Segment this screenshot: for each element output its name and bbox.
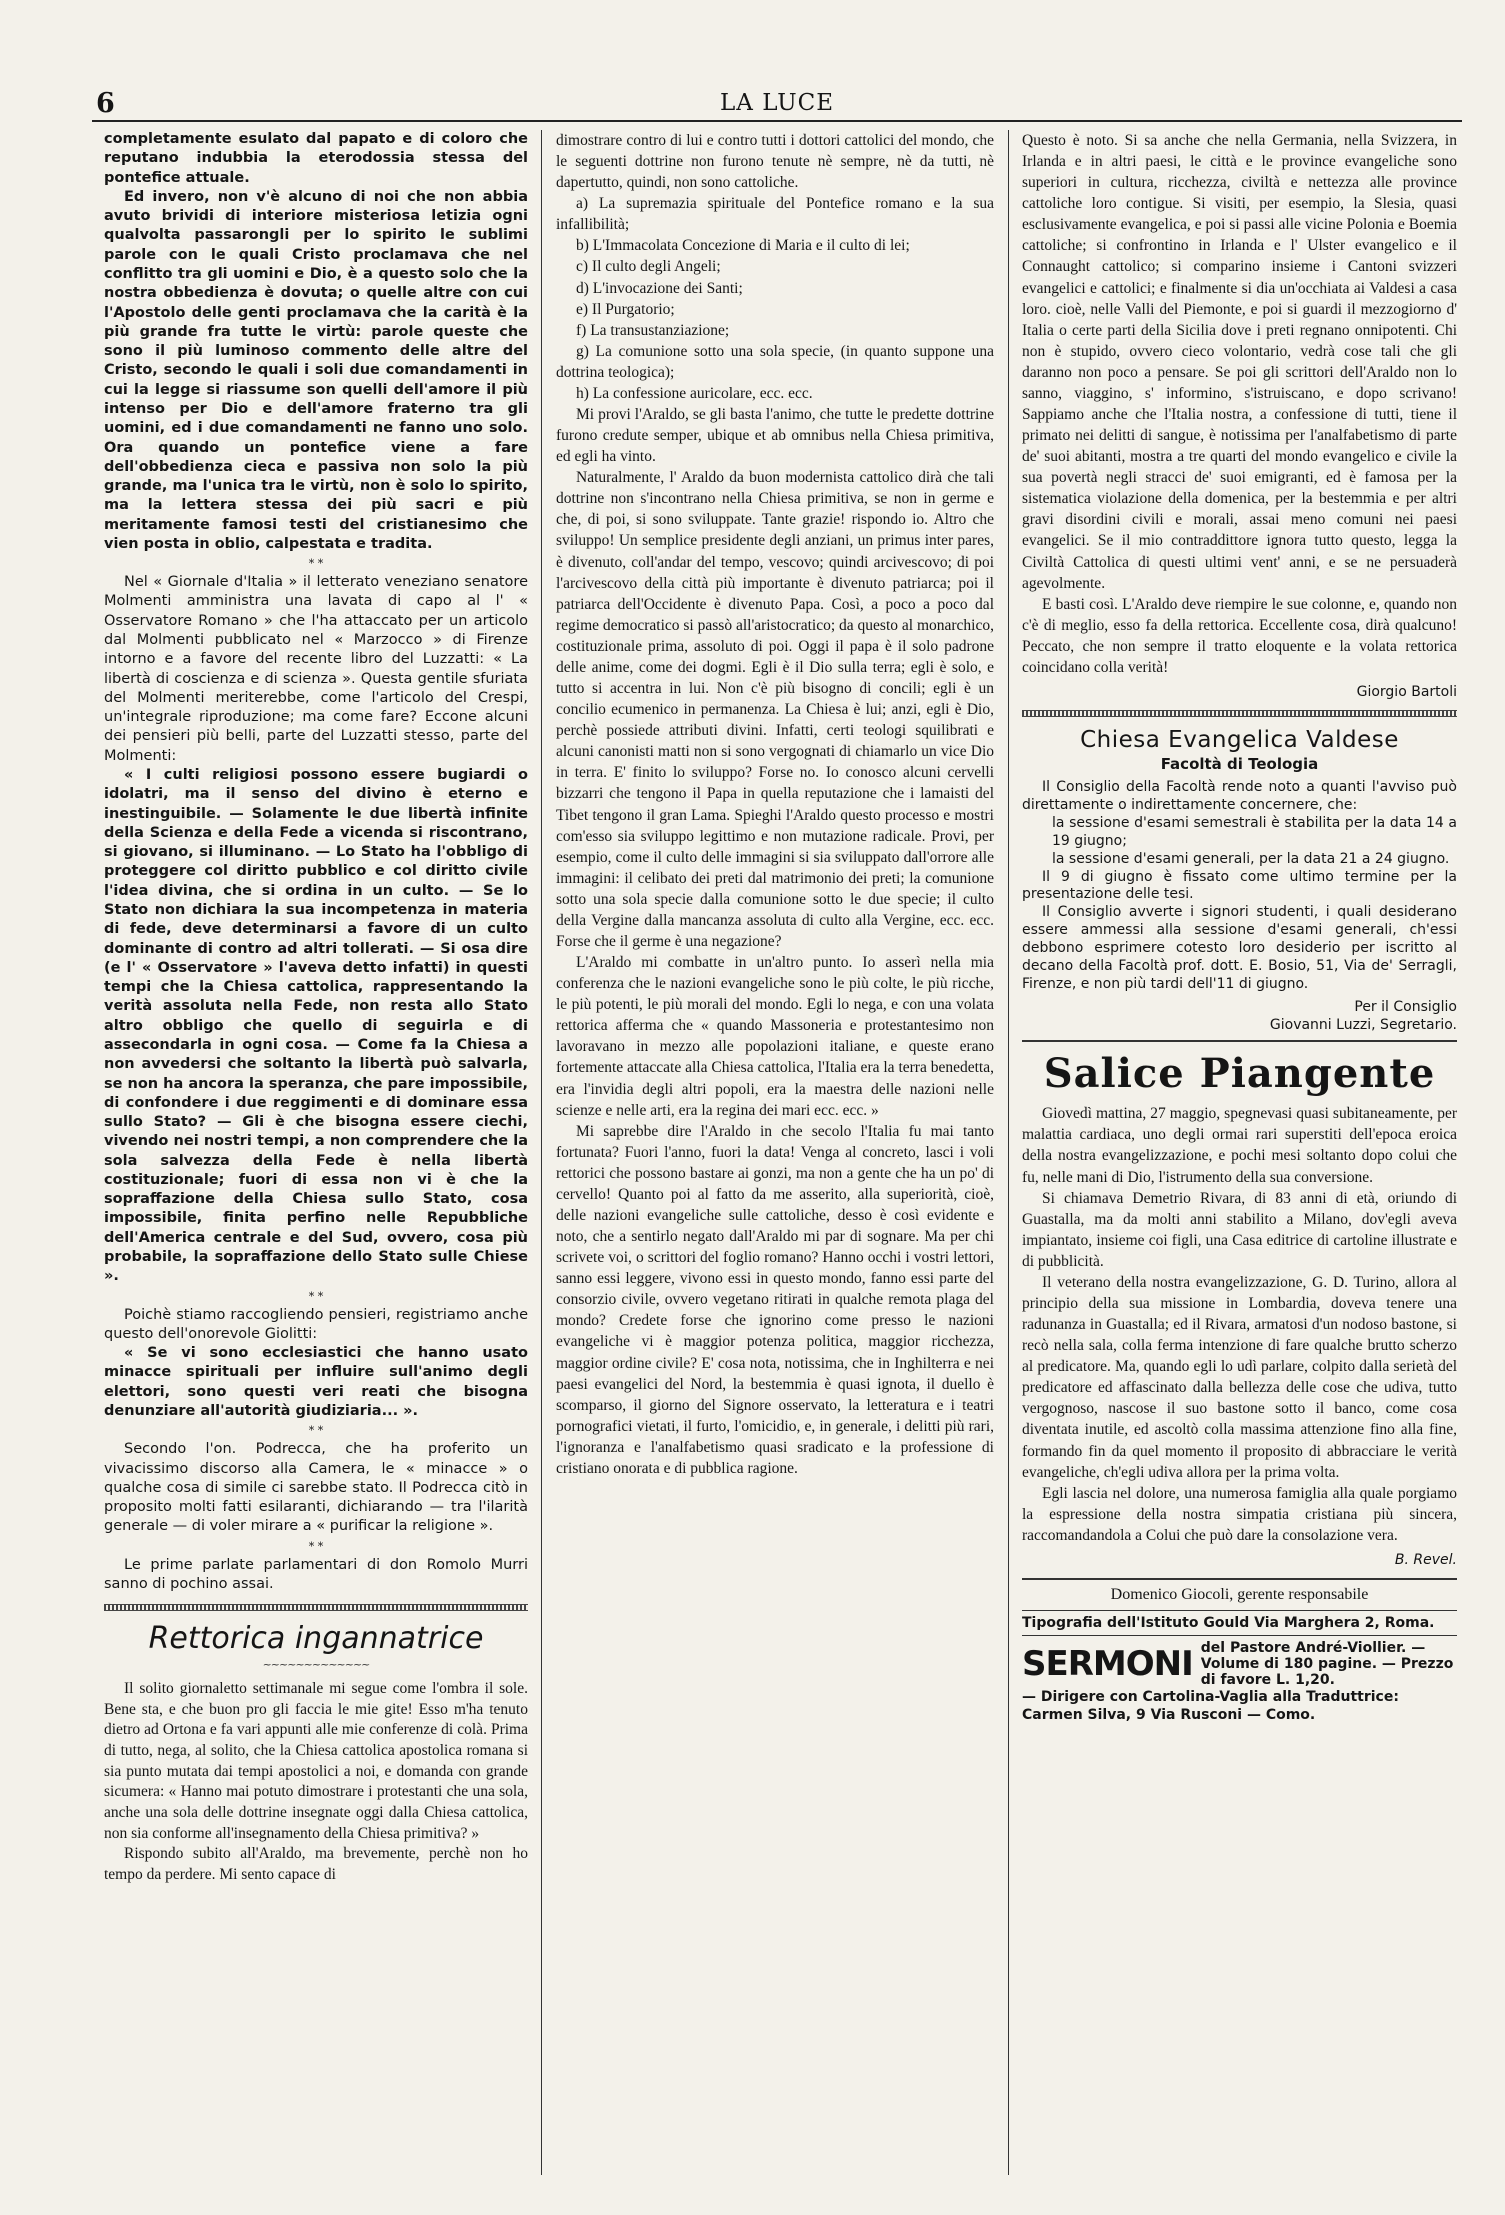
- paragraph: Le prime parlate parlamentari di don Romolo Murri sanno di pochino assai.: [104, 1556, 528, 1592]
- paragraph: completamente esulato dal papato e di coloro che reputano indubbia la eterodossia stessa del pontefice attuale.: [104, 131, 528, 186]
- paragraph: Poichè stiamo raccogliendo pensieri, registriamo anche questo dell'onorevole Giolitti:: [104, 1306, 528, 1342]
- list-item: a) La supremazia spirituale del Pontefice romano e la sua infallibilità;: [556, 195, 994, 234]
- paragraph: Mi saprebbe dire l'Araldo in che secolo l'Italia fu mai tanto fortunata? Fuori l'anno, fuori la data! Venga al concreto, lasci i voli rettorici che possono bastare ai gonzi, ma non a gente che ha un po' di cervello! Quanto poi al fatto da me asserito, alla superiorità, cioè, delle nazioni evangeliche sulle cattoliche, desso è così evidente e noto, che a sentirlo negato dall'Araldo mi par di sognare. Ma per chi scrivete voi, o scrittori del foglio romano? Hanno occhi i vostri lettori, sanno essi leggere, vivono essi in questo mondo, fanno essi parte del consorzio civile, ovvero vegetano ritirati in qualche remota plaga del mondo? Credete forse che ignorino come presso le nazioni evangeliche vi è maggior potenza politica, maggior ricchezza, maggior ordine civile? E' cosa nota, notissima, che in Inghilterra e nei paesi evangelici del Nord, la bestemmia è quasi ignota, il duello è scomparso, il giorno del Signore osservato, la letteratura e i teatri pornografici vietati, il furto, l'omicidio, e, in generale, i delitti più rari, l'ignoranza e l'analfabetismo quasi sradicato e la professione di cristiano onorata e di pubblica ragione.: [556, 1122, 994, 1477]
- notice-body: [1022, 779, 1457, 994]
- signature-line: Per il Consiglio: [1354, 998, 1457, 1015]
- list-item: c) Il culto degli Angeli;: [576, 258, 721, 276]
- paragraph: L'Araldo mi combatte in un'altro punto. Io asserì nella mia conferenza che le nazioni evangeliche sono le più colte, le più ricche, le più potenti, le più morali del mondo. Egli lo nega, e con una volata rettorica afferma che « quando Massoneria e protestantesimo non lavoravano in mezzo alle popolazioni italiane, e queste erano fortemente attaccate alla Chiesa cattolica, l'Italia era la terra benedetta, era l'invidia degli altri popoli, era la maestra delle nazioni nelle scienze e nelle arti, era la regina dei mari ecc. ecc. »: [556, 954, 994, 1119]
- advertisement-heading: SERMONI: [1022, 1643, 1193, 1684]
- list-item: la sessione d'esami semestrali è stabilita per la data 14 a 19 giugno;: [1052, 814, 1457, 849]
- quote-paragraph: « I culti religiosi possono essere bugiardi o idolatri, ma il senso del divino è eterno e inestinguibile. — Solamente le due libertà infinite della Scienza e della Fede a vicenda si riscontrano, si giovano, si illuminano. — Lo Stato ha l'obbligo di proteggere col diritto pubblico e col diritto civile l'idea divina, che si ordina in un culto. — Se lo Stato non dichiara la sua incompetenza in materia di fede, deve determinarsi a favore di un culto dominante di contro ad altri tollerati. — Si osa dire (e l' « Osservatore » l'aveva detto infatti) in questi tempi che la Chiesa cattolica, rappresentando la verità assoluta nella Fede, non resta allo Stato altro obbligo che quello di seguirla e di assecondarla in ogni cosa. — Come fa la Chiesa a non avvedersi che soltanto la libertà può salvarla, se non ha ancora la speranza, che pare impossibile, di confondere i due reggimenti e di dominare essa sullo Stato? — Gli è che bisogna essere ciechi, vivendo nei nostri tempi, a non comprendere che la sola salvezza della Fede è nella libertà costituzionale; fuori di essa non vi è che la sopraffazione della Chiesa sullo Stato, cosa impossibile, finita perfino nelle Repubbliche dell'America centrale e del Sud, ovvero, cosa più probabile, la sopraffazione dello Stato sulle Chiese ».: [104, 767, 528, 1285]
- newspaper-title: LA LUCE: [720, 90, 834, 116]
- article-signature: B. Revel.: [1394, 1551, 1457, 1568]
- paragraph: Si chiamava Demetrio Rivara, di 83 anni di età, oriundo di Guastalla, ma da molti anni stabilito a Milano, dov'egli aveva impiantato, insieme coi figli, una Casa editrice di cartoline illustrate e di pubblicità.: [1022, 1189, 1457, 1270]
- signature-line: Giovanni Luzzi, Segretario.: [1269, 1017, 1457, 1034]
- paragraph: Il 9 di giugno è fissato come ultimo termine per la presentazione delle tesi.: [1022, 868, 1457, 903]
- title-ornament: ~~~~~~~~~~~~~: [262, 1658, 370, 1672]
- advertisement: [1022, 1636, 1457, 1688]
- page-header: [92, 86, 1462, 122]
- column-3: [1022, 130, 1457, 2175]
- section-separator: * *: [308, 1424, 324, 1438]
- paragraph: Ed invero, non v'è alcuno di noi che non abbia avuto brividi di interiore misteriosa letizia ogni qualvolta passarongli per lo spirito le sublimi parole con le quali Cristo proclamava che nel conflitto tra gli uomini e Dio, è a questo solo che la nostra obbedienza è dovuta; o quelle altre con cui l'Apostolo delle genti proclamava che la carità è la più grande fra tutte le virtù: parole queste che sono il più luminoso commento delle altre del Cristo, secondo le quali i soli due comandamenti in cui la legge si riassume son quelli dell'amore il più intenso per Dio e dell'amore fraterno tra gli uomini, ed i due comandamenti ne fanno uno solo. Ora quando un pontefice viene a fare dell'obbedienza cieca e passiva non solo la più grande, ma l'unica tra le virtù, non è solo lo spirito, ma la lettera stessa dei più sacri e più meritamente famosi testi del cristianesimo che vien posta in oblio, calpestata e tradita.: [104, 188, 528, 552]
- notice-signature: [1022, 998, 1457, 1034]
- column-divider: [541, 130, 542, 2175]
- paragraph: Rispondo subito all'Araldo, ma brevemente, perchè non ho tempo da perdere. Mi sento capace di: [104, 1845, 528, 1883]
- notice-subtitle: Facoltà di Teologia: [1160, 755, 1319, 774]
- list-item: h) La confessione auricolare, ecc. ecc.: [576, 384, 813, 402]
- paragraph: Il Consiglio avverte i signori studenti, i quali desiderano essere ammessi alla sessione d'esami generali, ch'essi debbono esprimere cotesto loro desiderio per iscritto al decano della Facoltà prof. dott. E. Bosio, 51, Via de' Serragli, Firenze, e non più tardi dell'11 di giugno.: [1022, 904, 1457, 992]
- paragraph: Il solito giornaletto settimanale mi segue come l'ombra il sole. Bene sta, e che buon pro gli faccia le mie gite! Esso m'ha tenuto dietro ad Ortona e fa vari appunti alle mie conferenze di colà. Prima di tutto, nega, al solito, che la Chiesa cattolica apostolica romana si sia punto mutata dai tempi apostolici a noi, e domanda con grande sicumera: « Hanno mai potuto dimostrare i protestanti che una sola, anche una sola delle dottrine insegnate oggi dalla Chiesa cattolica, non sia conforme all'insegnamento della Chiesa primitiva? »: [104, 1680, 528, 1842]
- quote-paragraph: « Se vi sono ecclesiastici che hanno usato minacce spirituali per influire sull'animo degli elettori, sono questi veri reati che bisogna denunziare all'autorità giudiziaria... ».: [104, 1345, 528, 1419]
- list-item: d) L'invocazione dei Santi;: [576, 279, 743, 297]
- paragraph: Mi provi l'Araldo, se gli basta l'animo, che tutte le predette dottrine furono credute semper, ubique et ab omnibus nella Chiesa primitiva, ed egli ha vinto.: [556, 406, 994, 466]
- paragraph: Il Consiglio della Facoltà rende noto a quanti l'avviso può direttamente o indirettamente concernere, che:: [1022, 779, 1457, 813]
- section-separator: * *: [308, 1289, 324, 1303]
- obituary-title: Salice Piangente: [1043, 1050, 1436, 1098]
- paragraph: Secondo l'on. Podrecca, che ha proferito un vivacissimo discorso alla Camera, le « minacce » o qualche cosa di simile ci sarebbe stato. Il Podrecca citò in proposito molti fatti esilaranti, dichiarando — tra l'ilarità generale — di voler mirare a « purificar la religione ».: [104, 1441, 528, 1535]
- paragraph: Il veterano della nostra evangelizzazione, G. D. Turino, allora al principio della sua missione in Lombardia, doveva tenere una radunanza in Guastalla; ed il Rivara, armatosi d'un nodoso bastone, si recò nella sala, colla ferma intenzione di fare qualche brutto scherzo al predicatore. Ma, quando egli lo udì parlare, colpito dalla serietà del predicatore ed affascinato dalla bellezza delle cose che udiva, tutto vergognoso, nascose il suo bastone sotto il banco, come cosa diventata inutile, ed ascoltò colla massima attenzione fino alla fine, formando fin da quel momento il proposito di abbracciare le verità evangeliche, ch'egli udiva allora per la prima volta.: [1022, 1273, 1457, 1481]
- page-number: 6: [96, 88, 115, 119]
- list-item: la sessione d'esami generali, per la data 21 a 24 giugno.: [1052, 850, 1450, 867]
- column-divider: [1008, 130, 1009, 2175]
- advertisement-text: — Dirigere con Cartolina-Vaglia alla Traduttrice: Carmen Silva, 9 Via Rusconi — Como.: [1022, 1688, 1399, 1724]
- section-divider: [104, 1604, 528, 1611]
- section-divider: [1022, 1040, 1457, 1042]
- paragraph: Egli lascia nel dolore, una numerosa famiglia alla quale porgiamo la espressione della nostra simpatia cristiana più sincera, raccomandandola a Colui che può dare la consolazione vera.: [1022, 1484, 1457, 1544]
- list-item: g) La comunione sotto una sola specie, (in quanto suppone una dottrina teologica);: [556, 342, 994, 381]
- list-item: e) Il Purgatorio;: [576, 300, 675, 318]
- list-item: b) L'Immacolata Concezione di Maria e il culto di lei;: [576, 237, 910, 255]
- section-divider: [1022, 710, 1457, 717]
- paragraph: Nel « Giornale d'Italia » il letterato veneziano senatore Molmenti amministra una lavata di capo al l' « Osservatore Romano » che l'ha attaccato per un articolo dal Molmenti pubblicato nel « Marzocco » di Firenze intorno e a favore del recente libro del Luzzatti: « La libertà di coscienza e di scienza ». Questa gentile sfuriata del Molmenti meriterebbe, come l'articolo del Crespi, un'integrale riproduzione; ma come fare? Eccone alcuni dei pensieri più belli, parte del Luzzatti stesso, parte del Molmenti:: [104, 574, 528, 764]
- printer-line: Tipografia dell'Istituto Gould Via Marghera 2, Roma.: [1022, 1611, 1457, 1636]
- paragraph: Questo è noto. Si sa anche che nella Germania, nella Svizzera, in Irlanda e in altri paesi, le città e le province evangeliche sono superiori in cultura, ricchezza, civiltà e nettezza alle province cattoliche loro contigue. Si visiti, per esempio, la Slesia, quasi esclusivamente evangelica, e poi si passi alle vicine Polonia e Boemia cattoliche; si confrontino in Irlanda e l' Ulster evangelico e il Connaught cattolico; si comparino insieme i Cantoni svizzeri evangelici e cattolici; e finalmente si dia un'occhiata ai Valdesi a casa loro. cioè, nelle Valli del Piemonte, e poi si guardi il mezzogiorno d' Italia o certe parti della Sicilia dove i preti regnano onnipotenti. Chi non è stupido, ovvero cieco volontario, vedrà cose tali che gli daranno non poco a pensare. Se poi gli scrittori dell'Araldo non lo sanno, viaggino, s' informino, s'istruiscano, e dopo scrivano! Sappiamo anche che l'Italia nostra, a confessione di tutti, tiene il primato nei delitti di sangue, è notissima per l'analfabetismo di parte de' suoi abitanti, mostra a tre quarti del mondo evangelico e civile la sua povertà negli stracci de' suoi emigranti, ed è famosa per la sistematica violazione della domenica, per la bestemmia e per altri gravi disordini civili e morali, assai meno comuni nei paesi evangelici. Se il mio contraddittore ignora tutto questo, legga la Civiltà Cattolica di questi ultimi vent' anni, e se ne persuaderà agevolmente.: [1022, 132, 1457, 592]
- column-1: [104, 130, 528, 2175]
- list-item: f) La transustanziazione;: [576, 321, 730, 339]
- paragraph: Naturalmente, l' Araldo da buon modernista cattolico dirà che tali dottrine non s'incontrano nella Chiesa primitiva, se non in germe e che, di poi, si sono sviluppate. Tante grazie! rispondo io. Altro che sviluppo! Un semplice presidente degli anziani, un primus inter pares, è divenuto, coll'andar del tempo, vescovo; quindi arcivescovo; di poi l'arcivescovo della città più importante è divenuto patriarca; poi il patriarca dell'Occidente è divenuto Papa. Così, a poco a poco dal regime democratico si passò all'aristocratico; da questo al monarchico, costituzionale prima, assoluto di poi. Oggi il papa è il solo padrone delle anime, come dei dogmi. Egli è il Dio sulla terra; egli è solo, e tutto si accentra in lui. Non c'è più bisogno di concili; egli è un concilio ecumenico in permanenza. La Chiesa è lui; anzi, egli è Dio, perchè possiede attributi divini. Infatti, certi teologi squilibrati e alcuni canonisti matti non si sono vergognati di chiamarlo un vice Dio in terra. E' finito lo sviluppo? Forse no. Io conosco alcuni cervelli bizzarri che tengono il Papa in quella reputazione che i lamaisti del Tibet tengono il gran Lama. Spieghi l'Araldo questo processo e mostri com'esso sia sviluppo legittimo e non mutazione radicale. Provi, per esempio, come il culto delle immagini si sia sviluppato dall'orrore alle immagini: il celibato dei preti dal matrimonio dei preti; la comunione sotto una sola specie dalla comunione sotto le due specie; il culto della Vergine dalla mancanza assoluta di culto alla Vergine, ecc. ecc. Forse che il germe è una negazione?: [556, 469, 994, 950]
- column-2: [556, 130, 994, 2175]
- section-separator: * *: [308, 557, 324, 571]
- advertisement-text: del Pastore André-Viollier. — Volume di 180 pagine. — Prezzo di favore L. 1,20.: [1200, 1639, 1454, 1688]
- section-separator: * *: [308, 1539, 324, 1553]
- article-signature: Giorgio Bartoli: [1356, 684, 1457, 701]
- article-title: Rettorica ingannatrice: [148, 1621, 484, 1657]
- paragraph: dimostrare contro di lui e contro tutti i dottori cattolici del mondo, che le seguenti dottrine non furono tenute nè sempre, nè da tutti, nè dapertutto, quindi, non sono cattoliche.: [556, 132, 994, 192]
- paragraph: Giovedì mattina, 27 maggio, spegnevasi quasi subitaneamente, per malattia cardiaca, uno degli ormai rari superstiti dell'epoca eroica della nostra evangelizzazione, e pochi mesi soltanto dopo colui che fu, nelle mani di Dio, l'istrumento della sua conversione.: [1022, 1105, 1457, 1186]
- paragraph: E basti così. L'Araldo deve riempire le sue colonne, e, quando non c'è di meglio, esso fa della rettorica. Eccellente cosa, dirà qualcuno! Peccato, che non sempre il tratto eloquente e la volata rettorica coincidano colla verità!: [1022, 595, 1457, 676]
- manager-line: Domenico Giocoli, gerente responsabile: [1022, 1578, 1457, 1611]
- notice-title: Chiesa Evangelica Valdese: [1080, 727, 1399, 754]
